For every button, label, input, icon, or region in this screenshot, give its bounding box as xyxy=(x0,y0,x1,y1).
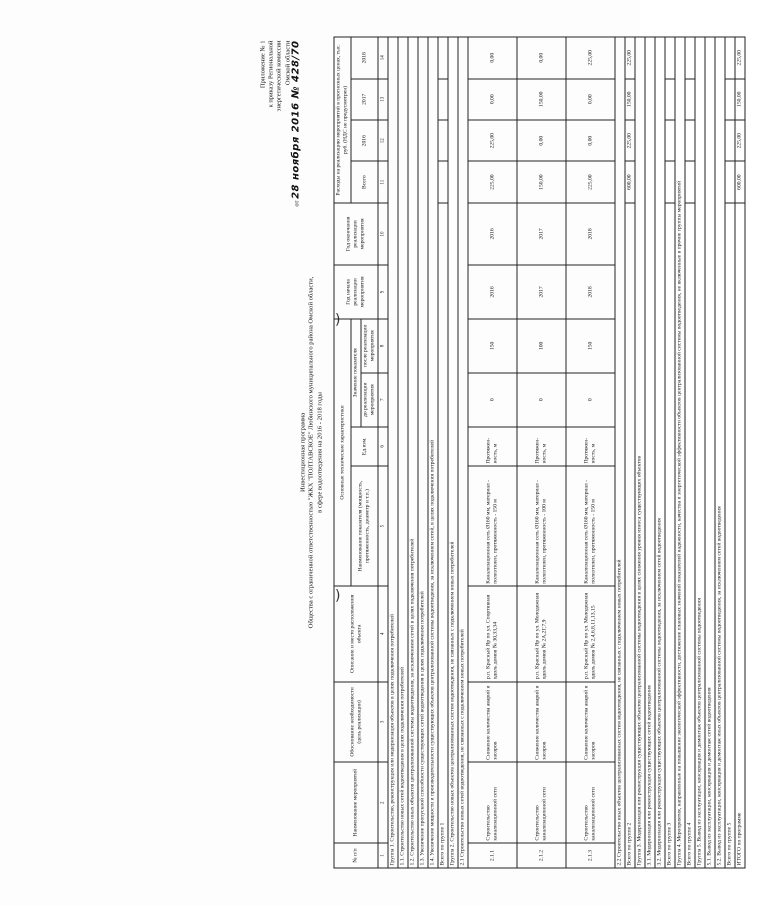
col-index: 11 xyxy=(378,161,388,202)
subgroup-label: 1.4. Увеличение мощности и производительности существующих объектов централизованной системы водоотведения, за исключением сетей, в целях подключения потребителей xyxy=(428,37,438,868)
row-before: 0 xyxy=(517,373,566,427)
appendix-line: Приложение № 1 xyxy=(259,40,267,89)
row-unit: Протяжен-ность, м xyxy=(566,427,615,466)
subgroup-row xyxy=(655,37,665,868)
col-index: 6 xyxy=(378,427,388,466)
subgroup-row xyxy=(615,37,625,868)
group-2-title: Группа 2. Строительство новых объектов централизованных систем водоотведения, не связанных с подключением новых потребителей xyxy=(448,37,458,868)
col-header-justification: Обоснование необходимости (цель реализации) xyxy=(334,682,378,763)
row-before: 0 xyxy=(468,373,517,427)
row-start-year: 2017 xyxy=(517,265,566,319)
row-2017: 150,00 xyxy=(517,79,566,120)
subgroup-row xyxy=(458,37,468,868)
appendix-line: Омской области xyxy=(284,40,292,86)
total-2016: 225,00 xyxy=(625,120,635,161)
row-unit: Протяжен-ность, м xyxy=(517,427,566,466)
grand-total-2016: 225,00 xyxy=(735,120,745,161)
row-num: 2.1.1 xyxy=(468,843,517,868)
row-location: р.п. Красный Яр по ул. Спортивная вдоль домов № 30,33,34 xyxy=(468,586,517,681)
table-row xyxy=(566,37,615,868)
subgroup-row xyxy=(418,37,428,868)
appendix-header xyxy=(260,41,302,281)
rotated-document xyxy=(256,23,771,883)
row-num: 2.1.3 xyxy=(566,843,615,868)
row-end-year: 2017 xyxy=(517,203,566,265)
total-row xyxy=(625,37,635,868)
row-characteristics: Канализационная сеть Ø160 мм, материал - полиэтилен, протяженность - 150 м xyxy=(468,466,517,586)
col-index: 5 xyxy=(378,466,388,586)
subgroup-label: 5.2. Вывод из эксплуатации, консервация и демонтаж иных объектов централизованной системы водоотведения, за исключением сетей водоотведения xyxy=(715,37,725,868)
row-2018: 0,00 xyxy=(517,37,566,79)
row-after: 100 xyxy=(517,319,566,373)
row-location: р.п. Красный Яр по ул. Молодежная вдоль домов № 2А,2Г,7,9 xyxy=(517,586,566,681)
row-end-year: 2016 xyxy=(468,203,517,265)
row-start-year: 2016 xyxy=(468,265,517,319)
total-label: Всего по группе 5 xyxy=(725,203,735,868)
row-name: Строительство канализационной сети xyxy=(517,762,566,843)
subgroup-label: 5.1. Вывод из эксплуатации, консервация и демонтаж сетей водоотведения xyxy=(705,37,715,868)
group-4-title: Группа 4. Мероприятия, направленные на повышение экологической эффективности, достижение плановых значений показателей надежности, качества и энергетической эффективности объектов централизованной системы водоотведения, не включенные в прочие группы мероприятий xyxy=(675,37,685,868)
signature-date: 28 ноября 2016 № 428/70 xyxy=(290,40,302,199)
header-row xyxy=(334,37,351,868)
col-index: 1 xyxy=(378,843,388,868)
subgroup-label: 2.1 Строительство новых сетей водоотведения, не связанных с подключением новых потребителей xyxy=(458,37,468,868)
group-3-title: Группа 3. Модернизация или реконструкция существующих объектов централизованной системы водоотведения в целях снижения уровня износа существующих объектов xyxy=(635,37,645,868)
group-row xyxy=(635,37,645,868)
total-2018: 225,00 xyxy=(625,37,635,79)
row-after: 150 xyxy=(468,319,517,373)
group-row xyxy=(448,37,458,868)
grand-total-2018: 225,00 xyxy=(735,37,745,79)
col-header-before: до реализации мероприятия xyxy=(361,373,378,427)
row-purpose: Снижение количества аварий и засоров xyxy=(468,682,517,763)
total-label: Всего по группе 4 xyxy=(685,203,695,868)
title-line-2: Общества с ограниченной ответственностью "ЖКХ "ПОЛТАВСКОЕ" Любинского муниципального района Омской области, xyxy=(307,276,315,629)
col-header-unit: Ед.изм. xyxy=(351,427,378,466)
col-header-tech: Основные технические характеристики xyxy=(334,319,351,586)
total-value: 600,00 xyxy=(625,161,635,202)
col-header-2017: 2017 xyxy=(351,79,378,120)
col-index: 8 xyxy=(378,319,388,373)
group-5-title: Группа 5. Вывод из эксплуатации, консервация и демонтаж объектов централизованной системы водоотведения xyxy=(695,37,705,868)
total-row xyxy=(665,37,675,868)
scan-mark: ) xyxy=(335,312,341,328)
row-total: 225,00 xyxy=(468,161,517,202)
row-characteristics: Канализационная сеть Ø160 мм, материал - полиэтилен, протяженность - 150 м xyxy=(566,466,615,586)
col-header-total: Всего xyxy=(351,161,378,202)
grand-total-row xyxy=(735,37,745,868)
col-index: 2 xyxy=(378,762,388,843)
row-num: 2.1.2 xyxy=(517,843,566,868)
total-label: Всего по группе 3 xyxy=(665,203,675,868)
row-name: Строительство канализационной сети xyxy=(566,762,615,843)
row-name: Строительство канализационной сети xyxy=(468,762,517,843)
row-total: 150,00 xyxy=(517,161,566,202)
document-title xyxy=(300,143,325,763)
col-index: 10 xyxy=(378,203,388,265)
subgroup-label: 1.3. Увеличение пропускной способности существующих сетей водоотведения в целях подключения потребителей xyxy=(418,37,428,868)
col-index: 14 xyxy=(378,37,388,79)
appendix-line: к приказу Региональной xyxy=(267,40,275,108)
row-before: 0 xyxy=(566,373,615,427)
col-index: 9 xyxy=(378,265,388,319)
row-start-year: 2018 xyxy=(566,265,615,319)
appendix-line: энергетической комиссии xyxy=(275,40,283,112)
subgroup-row xyxy=(428,37,438,868)
total-label: Всего по группе 1 xyxy=(438,203,448,868)
title-line-1: Инвестиционная программа xyxy=(299,412,307,493)
col-header-values: Значение показателя xyxy=(351,319,361,427)
col-index: 13 xyxy=(378,79,388,120)
col-header-location: Описание и место расположения объекта xyxy=(334,586,378,681)
program-table xyxy=(334,37,746,869)
subgroup-label: 3.1. Модернизация или реконструкция существующих сетей водоотведения xyxy=(645,37,655,868)
row-purpose: Снижение количества аварий и засоров xyxy=(517,682,566,763)
total-2017: 150,00 xyxy=(625,79,635,120)
row-end-year: 2018 xyxy=(566,203,615,265)
total-row xyxy=(685,37,695,868)
total-label: Всего по группе 2 xyxy=(625,203,635,868)
row-characteristics: Канализационная сеть Ø160 мм, материал - полиэтилен, протяженность - 100 м xyxy=(517,466,566,586)
grand-total-label: ИТОГО по программе xyxy=(735,203,745,868)
col-header-indicator: Наименование показателя (мощность, протяженность, диаметр и т.п.) xyxy=(351,466,378,586)
row-2018: 0,00 xyxy=(468,37,517,79)
scan-mark: ) xyxy=(335,588,341,604)
col-header-name: Наименование мероприятий xyxy=(334,762,378,843)
row-2016: 0,00 xyxy=(566,120,615,161)
grand-total-2017: 150,00 xyxy=(735,79,745,120)
row-total: 225,00 xyxy=(566,161,615,202)
group-1-title: Группа 1. Строительство, реконструкция или модернизация объектов в целях подключения потребителей xyxy=(388,37,398,868)
row-2017: 0,00 xyxy=(566,79,615,120)
signature-prefix: от xyxy=(293,200,301,207)
subgroup-row xyxy=(408,37,418,868)
col-index: 12 xyxy=(378,120,388,161)
subgroup-label: 2.2 Строительство иных объектов централизованных систем водоотведения, не связанных с подключением новых потребителей xyxy=(615,37,625,868)
subgroup-label: 1.2. Строительство иных объектов централизованной системы водоотведения, за исключением сетей в целях подключения потребителей xyxy=(408,37,418,868)
table-row xyxy=(517,37,566,868)
col-header-after: после реализации мероприятия xyxy=(361,319,378,373)
col-header-2018: 2018 xyxy=(351,37,378,79)
group-row xyxy=(695,37,705,868)
row-2018: 225,00 xyxy=(566,37,615,79)
title-line-3: в сфере водоотведения на 2016 - 2018 годы xyxy=(316,392,324,513)
total-row xyxy=(725,37,735,868)
table-row xyxy=(468,37,517,868)
col-index: 3 xyxy=(378,682,388,763)
subgroup-row xyxy=(398,37,408,868)
row-2016: 0,00 xyxy=(517,120,566,161)
col-header-num: № п/п xyxy=(334,843,378,868)
group-row xyxy=(675,37,685,868)
subgroup-row xyxy=(705,37,715,868)
col-header-start-year: Год начала реализации мероприятия xyxy=(334,265,378,319)
total-row xyxy=(438,37,448,868)
column-index-row xyxy=(378,37,388,868)
col-header-expenses: Расходы на реализацию мероприятий в прогнозных ценах, тыс. руб. (НДС не предусмотрен) xyxy=(334,37,351,203)
row-purpose: Снижение количества аварий и засоров xyxy=(566,682,615,763)
col-header-2016: 2016 xyxy=(351,120,378,161)
row-unit: Протяжен-ность, м xyxy=(468,427,517,466)
col-index: 7 xyxy=(378,373,388,427)
col-header-end-year: Год окончания реализации мероприятия xyxy=(334,203,378,265)
subgroup-label: 1.1. Строительство новых сетей водоотведения в целях подключения потребителей xyxy=(398,37,408,868)
subgroup-label: 3.2. Модернизация или реконструкция существующих объектов централизованной системы водоотведения, за исключением сетей водоотведения xyxy=(655,37,665,868)
col-index: 4 xyxy=(378,586,388,681)
grand-total-value: 600,00 xyxy=(735,161,745,202)
row-2017: 0,00 xyxy=(468,79,517,120)
row-2016: 225,00 xyxy=(468,120,517,161)
row-location: р.п. Красный Яр по ул. Молодежная вдоль домов № 2,4,6,8,11,13,15 xyxy=(566,586,615,681)
group-row xyxy=(388,37,398,868)
subgroup-row xyxy=(715,37,725,868)
subgroup-row xyxy=(645,37,655,868)
row-after: 150 xyxy=(566,319,615,373)
